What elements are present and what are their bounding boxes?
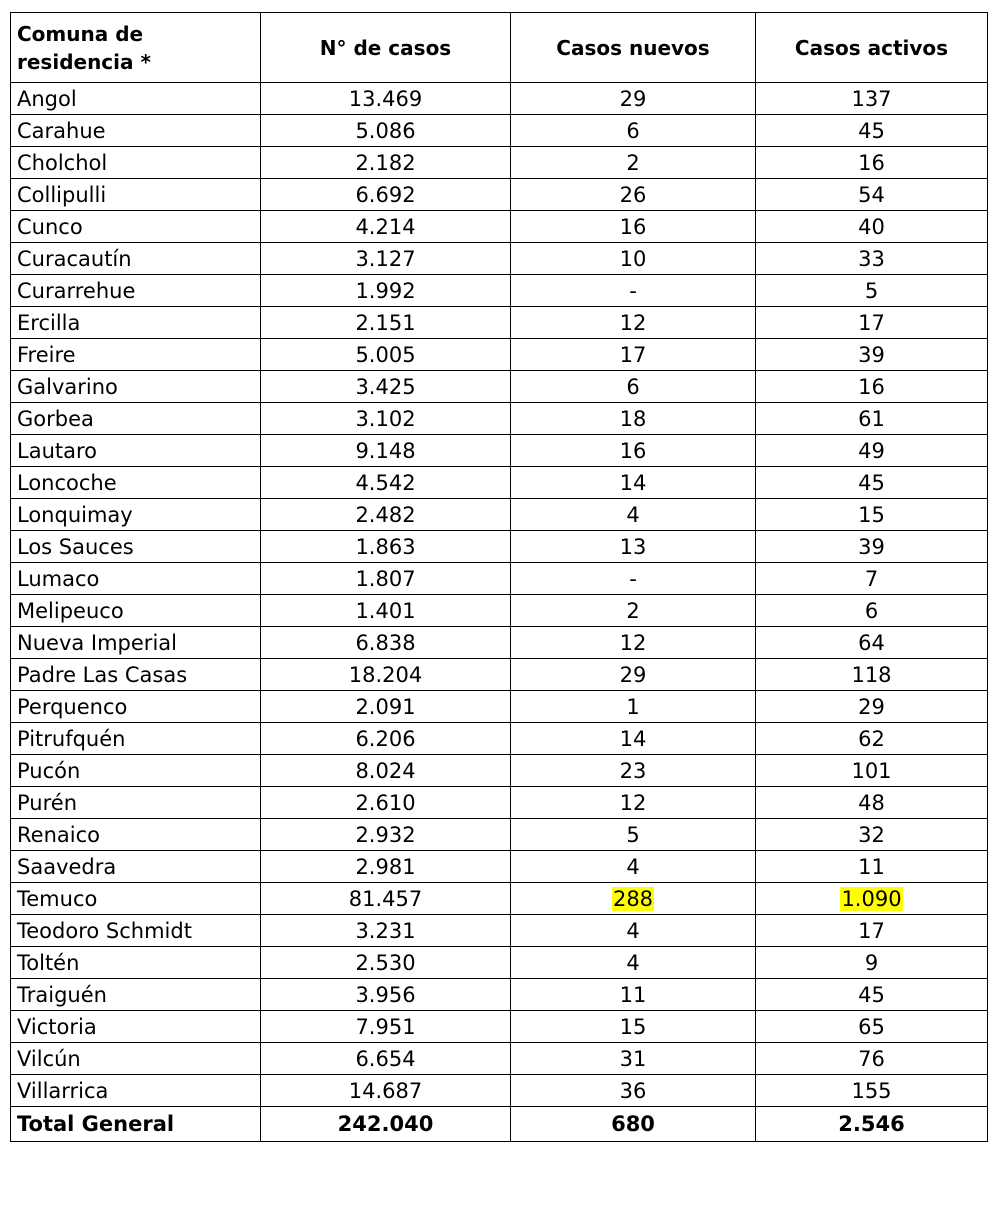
casos-cell: 6.838 [261,627,511,659]
table-body [11,83,988,1107]
comuna-cell: Lumaco [11,563,261,595]
casos-cell: 2.091 [261,691,511,723]
table-row [11,1043,988,1075]
comuna-cell: Padre Las Casas [11,659,261,691]
casos-cell: 9.148 [261,435,511,467]
activos-cell: 45 [756,115,988,147]
comuna-cell: Purén [11,787,261,819]
activos-cell: 33 [756,243,988,275]
table-row [11,883,988,915]
nuevos-cell: 12 [511,627,756,659]
comuna-cell: Villarrica [11,1075,261,1107]
table-row [11,819,988,851]
comuna-cell: Vilcún [11,1043,261,1075]
nuevos-cell: 26 [511,179,756,211]
nuevos-cell: 17 [511,339,756,371]
comuna-cell: Lonquimay [11,499,261,531]
casos-cell: 6.692 [261,179,511,211]
table-row [11,211,988,243]
comuna-cell: Cholchol [11,147,261,179]
nuevos-cell: 2 [511,595,756,627]
casos-cell: 8.024 [261,755,511,787]
table-row [11,787,988,819]
header-casos-activos: Casos activos [756,13,988,83]
comuna-cell: Curacautín [11,243,261,275]
casos-cell: 13.469 [261,83,511,115]
casos-cell: 14.687 [261,1075,511,1107]
table-row [11,371,988,403]
table-row [11,307,988,339]
nuevos-cell: 14 [511,467,756,499]
table-row [11,1011,988,1043]
table-row [11,595,988,627]
nuevos-cell: 14 [511,723,756,755]
casos-cell: 1.992 [261,275,511,307]
activos-cell: 5 [756,275,988,307]
casos-cell: 3.425 [261,371,511,403]
nuevos-cell: - [511,563,756,595]
nuevos-cell: 4 [511,851,756,883]
header-comuna: Comuna de residencia * [11,13,261,83]
table-row [11,435,988,467]
comuna-cell: Ercilla [11,307,261,339]
comuna-cell: Carahue [11,115,261,147]
table-row [11,659,988,691]
activos-cell: 101 [756,755,988,787]
comuna-cell: Lautaro [11,435,261,467]
comuna-cell: Perquenco [11,691,261,723]
activos-cell: 16 [756,371,988,403]
table-row [11,723,988,755]
activos-cell: 9 [756,947,988,979]
nuevos-cell: 12 [511,307,756,339]
nuevos-cell: 6 [511,115,756,147]
activos-cell: 64 [756,627,988,659]
comuna-cell: Nueva Imperial [11,627,261,659]
nuevos-cell: 4 [511,915,756,947]
comuna-cell: Toltén [11,947,261,979]
nuevos-cell: 16 [511,211,756,243]
activos-cell: 54 [756,179,988,211]
activos-cell: 137 [756,83,988,115]
table-row [11,691,988,723]
activos-cell: 6 [756,595,988,627]
comuna-cell: Pucón [11,755,261,787]
table-row [11,499,988,531]
casos-cell: 2.932 [261,819,511,851]
nuevos-cell [511,883,756,915]
comuna-cell: Melipeuco [11,595,261,627]
casos-cell: 7.951 [261,1011,511,1043]
casos-cell: 2.151 [261,307,511,339]
activos-cell: 16 [756,147,988,179]
casos-cell: 2.182 [261,147,511,179]
nuevos-cell: 16 [511,435,756,467]
total-label: Total General [11,1107,261,1142]
comuna-cell: Teodoro Schmidt [11,915,261,947]
total-casos: 242.040 [261,1107,511,1142]
nuevos-cell: 12 [511,787,756,819]
casos-cell: 18.204 [261,659,511,691]
activos-cell: 15 [756,499,988,531]
casos-cell: 1.807 [261,563,511,595]
activos-cell: 39 [756,531,988,563]
casos-cell: 6.206 [261,723,511,755]
table-row [11,339,988,371]
nuevos-cell: 15 [511,1011,756,1043]
activos-cell: 39 [756,339,988,371]
table-row [11,979,988,1011]
comuna-cell: Saavedra [11,851,261,883]
table-row [11,755,988,787]
nuevos-cell: 23 [511,755,756,787]
total-nuevos: 680 [511,1107,756,1142]
nuevos-cell: 10 [511,243,756,275]
comuna-cell: Pitrufquén [11,723,261,755]
header-row [11,13,988,83]
header-casos-nuevos: Casos nuevos [511,13,756,83]
casos-cell: 3.231 [261,915,511,947]
activos-cell: 32 [756,819,988,851]
nuevos-cell: 29 [511,83,756,115]
activos-cell: 118 [756,659,988,691]
table-row [11,467,988,499]
comuna-cell: Temuco [11,883,261,915]
total-row [11,1107,988,1142]
activos-cell: 45 [756,979,988,1011]
nuevos-cell: 6 [511,371,756,403]
total-activos: 2.546 [756,1107,988,1142]
comuna-cell: Curarrehue [11,275,261,307]
table-row [11,947,988,979]
cases-table [10,12,988,1142]
nuevos-cell: 18 [511,403,756,435]
nuevos-cell: 2 [511,147,756,179]
casos-cell: 3.102 [261,403,511,435]
table-row [11,531,988,563]
casos-cell: 1.401 [261,595,511,627]
table-row [11,243,988,275]
casos-cell: 81.457 [261,883,511,915]
casos-cell: 2.610 [261,787,511,819]
activos-cell: 155 [756,1075,988,1107]
casos-cell: 2.482 [261,499,511,531]
comuna-cell: Victoria [11,1011,261,1043]
activos-cell [756,883,988,915]
nuevos-cell: 31 [511,1043,756,1075]
nuevos-cell: 11 [511,979,756,1011]
activos-cell: 29 [756,691,988,723]
comuna-cell: Traiguén [11,979,261,1011]
comuna-cell: Freire [11,339,261,371]
table-row [11,627,988,659]
activos-cell: 7 [756,563,988,595]
table-row [11,1075,988,1107]
casos-cell: 3.956 [261,979,511,1011]
comuna-cell: Collipulli [11,179,261,211]
table-row [11,915,988,947]
comuna-cell: Angol [11,83,261,115]
comuna-cell: Los Sauces [11,531,261,563]
casos-cell: 6.654 [261,1043,511,1075]
activos-cell: 48 [756,787,988,819]
comuna-cell: Galvarino [11,371,261,403]
comuna-cell: Renaico [11,819,261,851]
header-numero-casos: N° de casos [261,13,511,83]
table-row [11,563,988,595]
activos-cell: 40 [756,211,988,243]
table-row [11,275,988,307]
casos-cell: 2.981 [261,851,511,883]
highlighted-value: 1.090 [841,886,902,911]
nuevos-cell: 5 [511,819,756,851]
highlighted-value: 288 [612,886,654,911]
activos-cell: 49 [756,435,988,467]
table-row [11,115,988,147]
nuevos-cell: 13 [511,531,756,563]
activos-cell: 17 [756,307,988,339]
nuevos-cell: 29 [511,659,756,691]
nuevos-cell: 36 [511,1075,756,1107]
activos-cell: 11 [756,851,988,883]
nuevos-cell: 4 [511,947,756,979]
casos-cell: 1.863 [261,531,511,563]
comuna-cell: Cunco [11,211,261,243]
table-row [11,179,988,211]
nuevos-cell: - [511,275,756,307]
activos-cell: 76 [756,1043,988,1075]
table-row [11,403,988,435]
nuevos-cell: 4 [511,499,756,531]
casos-cell: 4.542 [261,467,511,499]
activos-cell: 17 [756,915,988,947]
casos-cell: 5.005 [261,339,511,371]
table-row [11,851,988,883]
activos-cell: 62 [756,723,988,755]
casos-cell: 5.086 [261,115,511,147]
table-row [11,83,988,115]
table-row [11,147,988,179]
nuevos-cell: 1 [511,691,756,723]
casos-cell: 3.127 [261,243,511,275]
casos-cell: 2.530 [261,947,511,979]
comuna-cell: Loncoche [11,467,261,499]
activos-cell: 65 [756,1011,988,1043]
comuna-cell: Gorbea [11,403,261,435]
casos-cell: 4.214 [261,211,511,243]
activos-cell: 61 [756,403,988,435]
activos-cell: 45 [756,467,988,499]
